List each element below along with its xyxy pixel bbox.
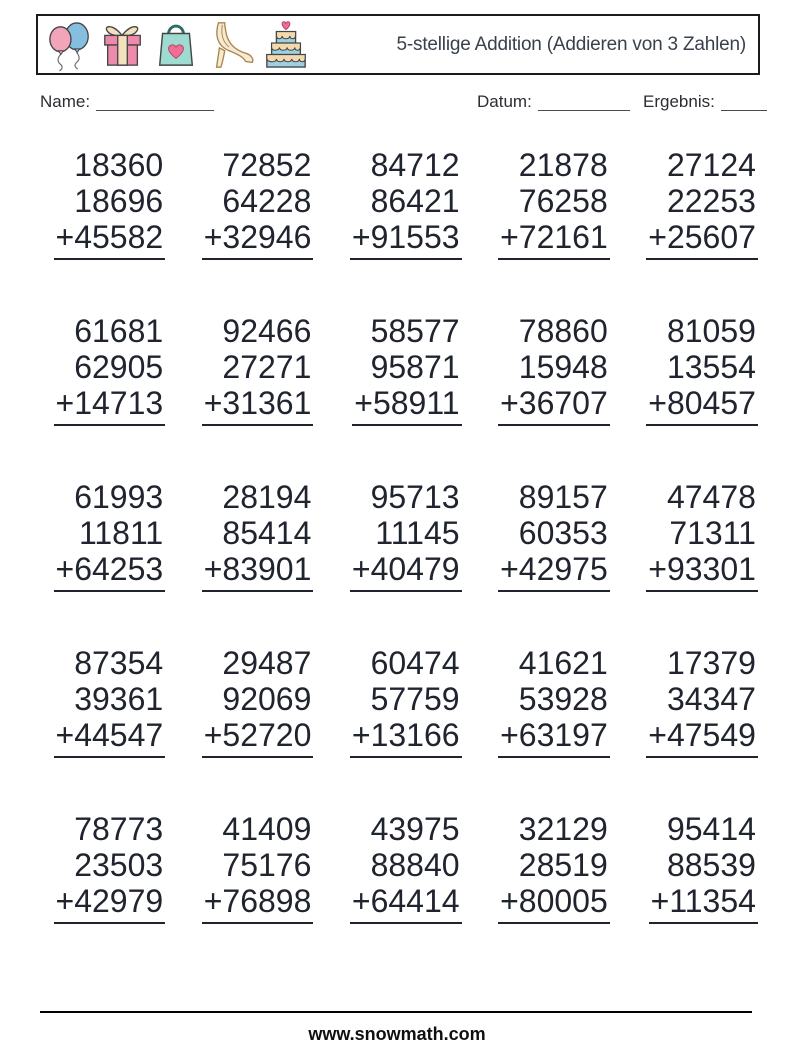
addition-problem <box>202 811 314 924</box>
fields-row <box>0 92 794 116</box>
name-field-group <box>40 92 214 112</box>
addition-problem <box>202 645 314 758</box>
addend-3-with-operator: +83901 <box>203 551 312 587</box>
addend-1: 41621 <box>518 645 608 681</box>
addend-1: 18360 <box>74 147 164 183</box>
addend-3-with-operator: +36707 <box>500 385 608 421</box>
addend-1: 60474 <box>370 645 460 681</box>
ergebnis-blank-line <box>721 108 767 111</box>
addend-3-with-operator: +72161 <box>500 219 608 255</box>
footer-website: www.snowmath.com <box>308 1024 486 1044</box>
addend-1: 87354 <box>74 645 164 681</box>
addend-2: 39361 <box>74 681 164 717</box>
addend-3-with-operator: +47549 <box>648 717 756 753</box>
addition-problem <box>646 147 758 260</box>
datum-label: Datum: <box>477 92 532 111</box>
addend-2: 95871 <box>370 349 460 385</box>
addend-1: 21878 <box>518 147 608 183</box>
addition-problem <box>350 479 462 592</box>
addition-problem <box>350 645 462 758</box>
addend-1: 32129 <box>518 811 608 847</box>
addend-1: 29487 <box>222 645 312 681</box>
addend-3-with-operator: +44547 <box>55 717 164 753</box>
problems-grid <box>17 147 758 977</box>
addend-3-with-operator: +80005 <box>500 883 608 919</box>
addend-3-with-operator: +31361 <box>203 385 312 421</box>
addend-3-with-operator: +58911 <box>354 385 460 421</box>
footer-divider <box>40 1011 752 1013</box>
addend-2: 60353 <box>518 515 608 551</box>
addition-problem <box>54 811 166 924</box>
addend-1: 27124 <box>666 147 756 183</box>
addend-1: 89157 <box>518 479 608 515</box>
decorative-icon-row <box>38 18 309 72</box>
datum-blank-line <box>538 108 630 111</box>
addend-1: 92466 <box>222 313 312 349</box>
ergebnis-field-group <box>643 92 767 112</box>
addend-3-with-operator: +13166 <box>351 717 460 753</box>
addend-3-with-operator: +42979 <box>55 883 164 919</box>
addend-2: 28519 <box>518 847 608 883</box>
addend-1: 78860 <box>518 313 608 349</box>
addend-2: 13554 <box>666 349 756 385</box>
addend-3-with-operator: +64414 <box>351 883 460 919</box>
addend-3-with-operator: +91553 <box>351 219 460 255</box>
addend-2: 71311 <box>669 515 756 551</box>
addend-1: 72852 <box>222 147 312 183</box>
ergebnis-label: Ergebnis: <box>643 92 715 111</box>
worksheet-title: 5-stellige Addition (Addieren von 3 Zahlen) <box>396 33 746 55</box>
addend-2: 11811 <box>78 515 164 551</box>
addition-problem <box>646 479 758 592</box>
addition-problem <box>54 479 166 592</box>
addend-3-with-operator: +80457 <box>648 385 756 421</box>
addend-2: 75176 <box>222 847 312 883</box>
name-blank-line <box>96 108 214 111</box>
balloons-icon <box>47 18 93 72</box>
addend-2: 88840 <box>370 847 460 883</box>
addend-2: 15948 <box>518 349 608 385</box>
addition-problem <box>498 147 610 260</box>
addition-problem <box>649 811 758 924</box>
addend-2: 88539 <box>666 847 756 883</box>
addition-problem <box>498 479 610 592</box>
addend-2: 23503 <box>74 847 164 883</box>
addend-3-with-operator: +76898 <box>203 883 312 919</box>
addend-1: 58577 <box>370 313 460 349</box>
addend-3-with-operator: +63197 <box>500 717 608 753</box>
addend-2: 57759 <box>370 681 460 717</box>
high-heel-icon <box>206 18 256 72</box>
addition-problem <box>498 645 610 758</box>
addend-2: 92069 <box>222 681 312 717</box>
addend-2: 62905 <box>74 349 164 385</box>
name-label: Name: <box>40 92 91 111</box>
addition-problem <box>350 147 462 260</box>
addition-problem <box>54 645 166 758</box>
addition-problem <box>498 811 610 924</box>
addend-3-with-operator: +11354 <box>650 883 756 919</box>
addition-problem <box>54 313 166 426</box>
addend-1: 41409 <box>222 811 312 847</box>
cake-icon <box>263 18 309 72</box>
datum-field-group <box>477 92 630 112</box>
addend-1: 28194 <box>222 479 312 515</box>
addition-problem <box>646 313 758 426</box>
addend-1: 95414 <box>666 811 756 847</box>
addend-2: 18696 <box>74 183 164 219</box>
addition-problem <box>202 147 314 260</box>
addend-3-with-operator: +32946 <box>203 219 312 255</box>
addend-3-with-operator: +93301 <box>648 551 756 587</box>
addend-1: 61993 <box>74 479 164 515</box>
addend-1: 47478 <box>666 479 756 515</box>
addition-problem <box>498 313 610 426</box>
addend-1: 81059 <box>666 313 756 349</box>
addend-2: 86421 <box>370 183 460 219</box>
addend-3-with-operator: +40479 <box>351 551 460 587</box>
addend-1: 61681 <box>74 313 164 349</box>
addition-problem <box>202 479 314 592</box>
addend-2: 34347 <box>666 681 756 717</box>
gift-icon <box>100 18 146 72</box>
shopping-bag-icon <box>153 18 199 72</box>
addition-problem <box>202 313 314 426</box>
addend-3-with-operator: +64253 <box>55 551 164 587</box>
addend-1: 95713 <box>370 479 460 515</box>
addend-2: 53928 <box>518 681 608 717</box>
addend-2: 22253 <box>666 183 756 219</box>
addend-3-with-operator: +42975 <box>500 551 608 587</box>
addend-1: 17379 <box>666 645 756 681</box>
addition-problem <box>54 147 166 260</box>
addend-2: 76258 <box>518 183 608 219</box>
addition-problem <box>646 645 758 758</box>
header-box <box>36 14 760 75</box>
addend-3-with-operator: +52720 <box>203 717 312 753</box>
addend-1: 43975 <box>370 811 460 847</box>
addend-2: 11145 <box>375 515 460 551</box>
addend-1: 78773 <box>74 811 164 847</box>
addend-1: 84712 <box>370 147 460 183</box>
addition-problem <box>352 313 461 426</box>
addend-3-with-operator: +14713 <box>55 385 164 421</box>
addend-3-with-operator: +45582 <box>55 219 164 255</box>
addend-2: 64228 <box>222 183 312 219</box>
addend-3-with-operator: +25607 <box>648 219 756 255</box>
addend-2: 27271 <box>222 349 312 385</box>
addition-problem <box>350 811 462 924</box>
addend-2: 85414 <box>222 515 312 551</box>
